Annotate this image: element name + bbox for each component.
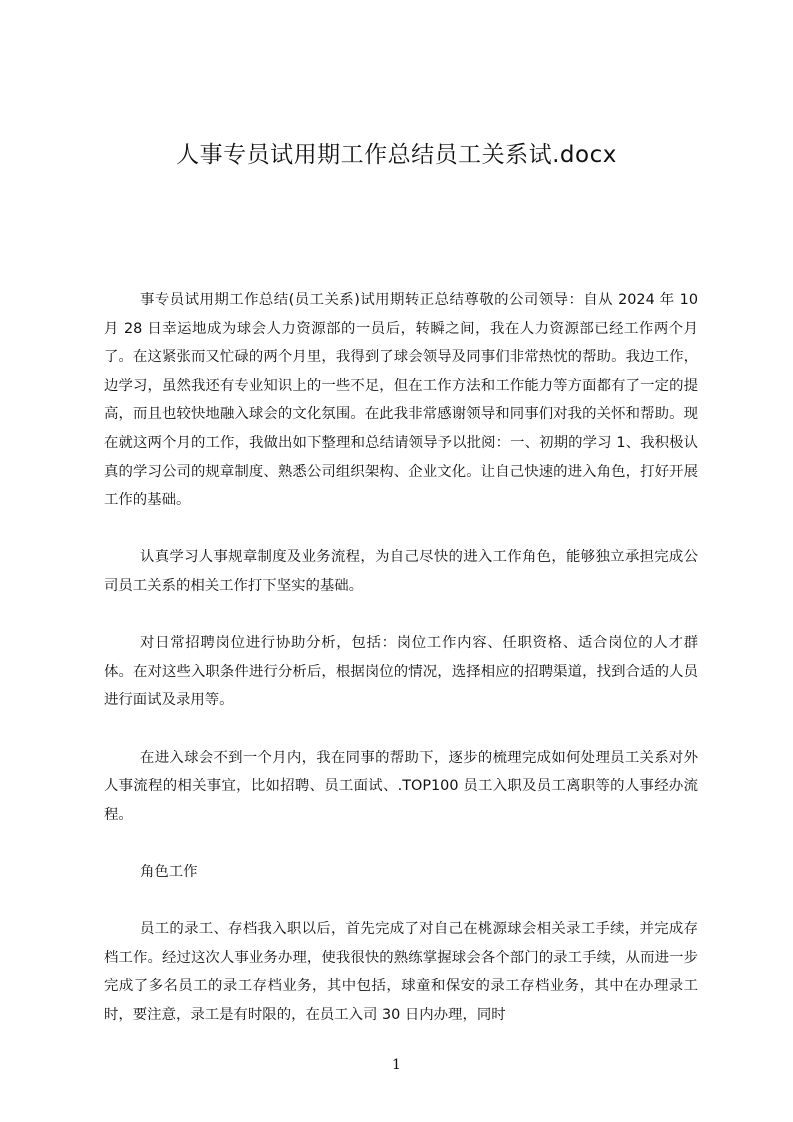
paragraph-employee-records: 员工的录工、存档我入职以后，首先完成了对自己在桃源球会相关录工手续，并完成存档工作。经过这次人事业务办理，使我很快的熟练掌握球会各个部门的录工手续，从而进一步完成了多名员工的录工存档业务，其中包括，球童和保安的录工存档业务，其中在办理录工时，要注意，录工是有时限的，在员工入司 30 日内办理，同时 xyxy=(104,921,698,1023)
paragraph-intro: 事专员试用期工作总结(员工关系)试用期转正总结尊敬的公司领导：自从 2024 年 10 月 28 日幸运地成为球会人力资源部的一员后，转瞬之间，我在人力资源部已经工作两个月了。在这紧张而又忙碌的两个月里，我得到了球会领导及同事们非常热忱的帮助。我边工作，边学习，虽然我还有专业知识上的一些不足，但在工作方法和工作能力等方面都有了一定的提高，而且也较快地融入球会的文化氛围。在此我非常感谢领导和同事们对我的关怀和帮助。现在就这两个月的工作，我做出如下整理和总结请领导予以批阅：一、初期的学习 1、我积极认真的学习公司的规章制度、熟悉公司组织架构、企业文化。让自己快速的进入角色，打好开展工作的基础。 xyxy=(104,292,698,509)
document-title: 人事专员试用期工作总结员工关系试.docx xyxy=(176,142,617,168)
section-heading-role-work: 角色工作 xyxy=(140,863,198,880)
paragraph-recruitment: 对日常招聘岗位进行协助分析，包括：岗位工作内容、任职资格、适合岗位的人才群体。在对这些入职条件进行分析后，根据岗位的情况，选择相应的招聘渠道，找到合适的人员进行面试及录用等。 xyxy=(104,635,698,709)
document-body xyxy=(104,286,698,1029)
paragraph-study-rules: 认真学习人事规章制度及业务流程，为自己尽快的进入工作角色，能够独立承担完成公司员工关系的相关工作打下坚实的基础。 xyxy=(104,549,698,594)
paragraph-hr-process: 在进入球会不到一个月内，我在同事的帮助下，逐步的梳理完成如何处理员工关系对外人事流程的相关事宜，比如招聘、员工面试、.TOP100 员工入职及员工离职等的人事经办流程。 xyxy=(104,749,698,823)
page-number: 1 xyxy=(392,1057,401,1073)
